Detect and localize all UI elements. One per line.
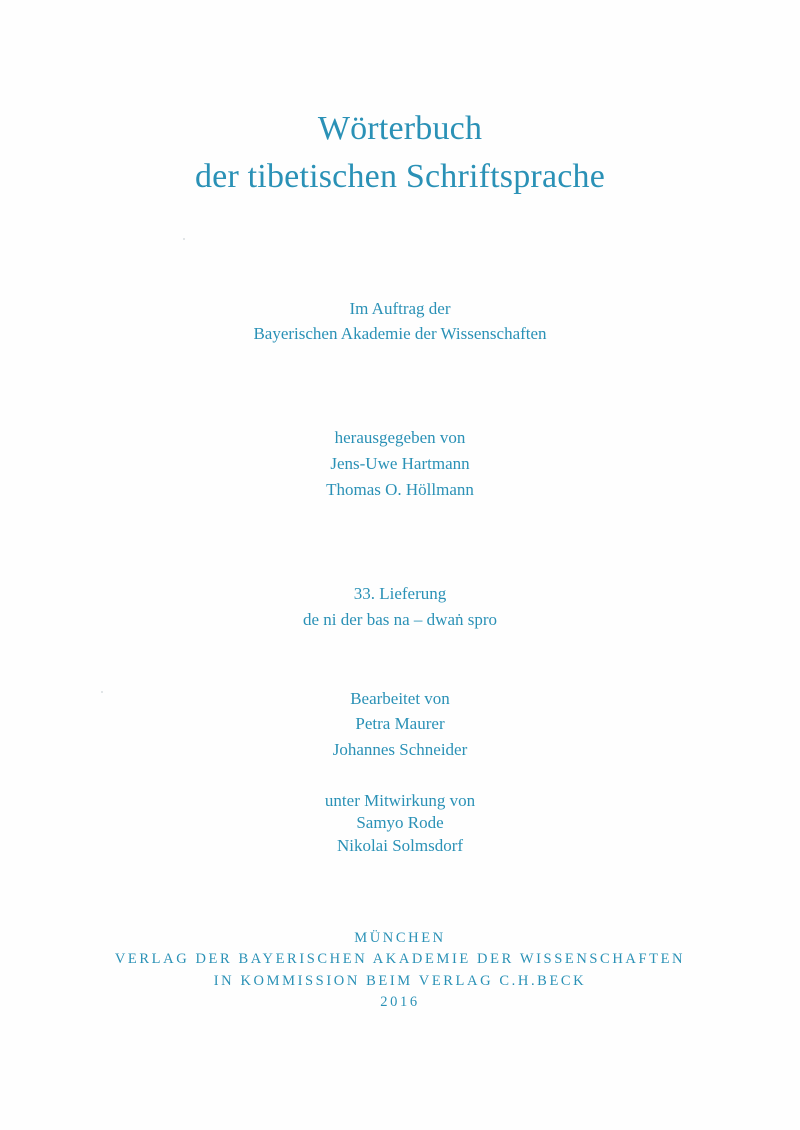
commission-line-1: Im Auftrag der: [349, 299, 451, 318]
contributor-name: Nikolai Solmsdorf: [336, 836, 464, 855]
commission-line-2: Bayerischen Akademie der Wissenschaften: [253, 324, 547, 343]
contributors-intro: unter Mitwirkung von: [324, 791, 476, 810]
editor-name: Jens-Uwe Hartmann: [330, 454, 470, 473]
contributor-name: Samyo Rode: [356, 813, 444, 832]
compilers-intro: Bearbeitet von: [350, 689, 450, 708]
installment-number: 33. Lieferung: [353, 584, 447, 603]
compiler-name: Johannes Schneider: [332, 740, 468, 759]
title-line-2: der tibetischen Schriftsprache: [194, 158, 606, 195]
editors-intro: herausgegeben von: [334, 428, 466, 447]
imprint-publisher: VERLAG DER BAYERISCHEN AKADEMIE DER WISSENSCHAFTEN: [114, 951, 686, 967]
compiler-name: Petra Maurer: [355, 714, 445, 733]
editor-name: Thomas O. Höllmann: [326, 480, 474, 499]
paper-speck: [183, 238, 185, 240]
imprint-commission: IN KOMMISSION BEIM VERLAG C.H.BECK: [213, 973, 587, 989]
title-line-1: Wörterbuch: [317, 110, 483, 147]
paper-speck: [101, 691, 103, 693]
imprint-year: 2016: [380, 994, 420, 1010]
imprint-city: MÜNCHEN: [354, 930, 446, 946]
installment-range: de ni der bas na – dwaṅ spro: [302, 610, 498, 629]
